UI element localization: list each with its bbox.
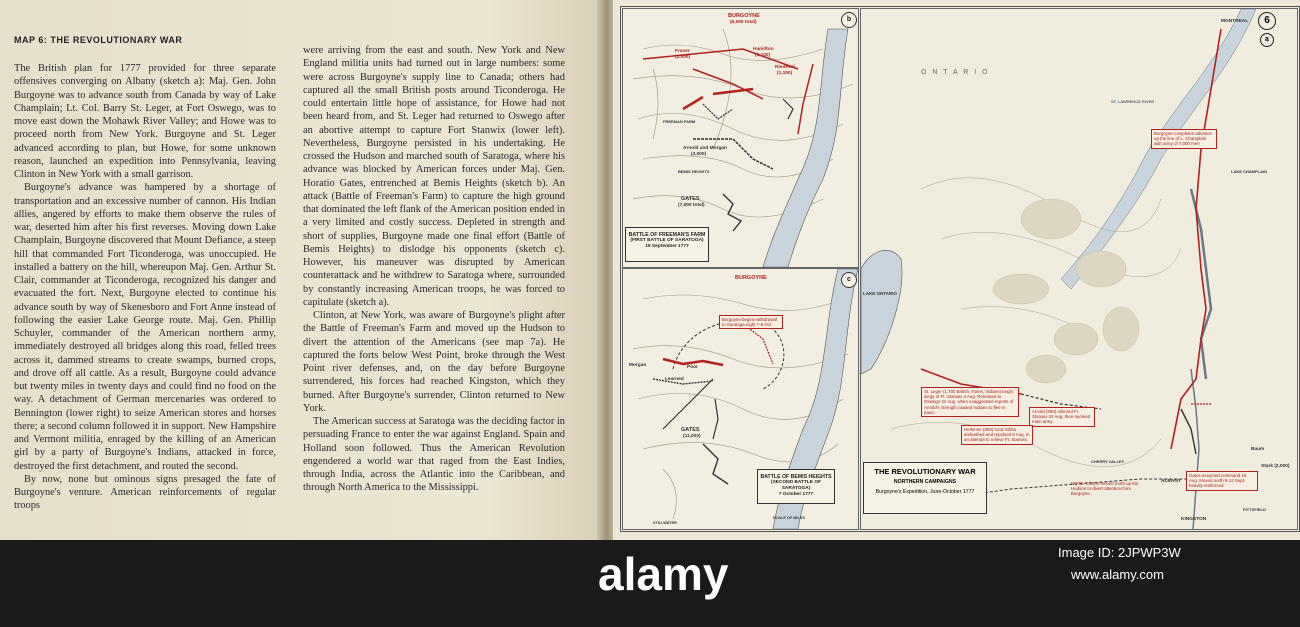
map-letter-badge: a bbox=[1260, 33, 1274, 47]
svg-text:www.alamy.com: www.alamy.com bbox=[1071, 567, 1164, 582]
caption-line: (SECOND BATTLE OF SARATOGA) bbox=[770, 480, 821, 491]
map-subtitle: NORTHERN CAMPAIGNS bbox=[893, 479, 957, 485]
sketch-c-badge: c bbox=[841, 272, 857, 288]
text-column-2 bbox=[303, 44, 565, 495]
label-strength: (1,100) bbox=[777, 71, 793, 76]
label-strength: (3,000) bbox=[691, 152, 707, 157]
label-hamilton: Hamilton bbox=[753, 47, 774, 52]
label-burgoyne: BURGOYNE bbox=[735, 275, 767, 281]
sketch-c-caption bbox=[757, 469, 835, 504]
alamy-logo-graphic bbox=[0, 540, 1300, 627]
label-kingston: KINGSTON bbox=[1181, 517, 1207, 522]
label-strength: (7,000 total) bbox=[678, 203, 705, 208]
paragraph: Burgoyne's advance was hampered by a shortage of transportation and an excessive number of cannon. His Indian allies, angered by efforts to make them observe the rules of war, deserted him after his first reverses. Moving down Lake Champlain, Burgoyne discovered that Mount Defiance, a steep hill that commanded Fort Ticonderoga, was unoccupied. He installed a battery on the hill, whereupon Maj. Gen. Arthur St. Clair, commander at Ticonderoga, recognized his danger and evacuated the fort. Next, Burgoyne elected to continue his advance south by way of Skenesboro and Fort Anne instead of following the easier Lake George route. Maj. Gen. Phillip Schuyler, commander of the American northern army, immediately destroyed all bridges along this road, felled trees across it, dammed streams to create swamps, burned crops, and drove off all cattle. As a result, Burgoyne could advance but twenty miles in twenty days and could find no food on the way. A detachment of German mercenaries was ordered to Bennington (lower right) to seize American stores and horses there; a second column followed it in support. New Hampshire and Vermont militia, enraged by the killing of an American girl by a party of Burgoyne's Indians, attacked in force, destroyed the first detachment, and routed the second. bbox=[14, 182, 276, 472]
label-st-lawrence: ST. LAWRENCE RIVER bbox=[1111, 99, 1155, 104]
label-fraser: Fraser bbox=[675, 49, 690, 54]
caption-line: 19 September 1777 bbox=[645, 244, 689, 249]
caption-line: 7 October 1777 bbox=[778, 492, 814, 497]
label-morgan: Morgan bbox=[629, 363, 647, 368]
paragraph: were arriving from the east and south. New York and New England militia units had turned out in large numbers: some were across Burgoyne's supply line to Canada; others had captured all the small British posts around Ticonderoga. He could entertain little hope of assistance, for Howe had not been heard from, and St. Leger had returned to Oswego after an abortive attempt to capture Fort Stanwix (lower left). Nevertheless, Burgoyne persisted in his undertaking. He crossed the Hudson and marched south of Saratoga, where his advance was blocked by American forces under Maj. Gen. Horatio Gates, entrenched at Bemis Heights (sketch b). An attack (Battle of Freeman's Farm) to capture the high ground that dominated the left flank of the American position ended in a very limited and costly success. Depleted in strength and short of supplies, Burgoyne made one final effort (Battle of Bemis Heights) to dislodge his opponents (sketch c). However, his maneuver was disrupted by American counterattack and he withdrew to Saratoga where, surrounded by constantly increasing American troops, he was forced to capitulate (sketch a). bbox=[303, 45, 565, 308]
label-baum: Baum bbox=[1251, 447, 1265, 452]
label-albany: ALBANY bbox=[1161, 479, 1181, 484]
paragraph: The American success at Saratoga was the deciding factor in persuading France to enter the war against England. Spain and Holland soon followed. Thus the American Revolution engendered a world war that raged from the East Indies, through India, across the Atlantic into the Caribbean, and through North America to the Mississippi. bbox=[303, 416, 565, 494]
label-lake-ontario: LAKE ONTARIO bbox=[863, 291, 897, 296]
caption-line: BATTLE OF BEMIS HEIGHTS bbox=[760, 474, 832, 480]
label-cherry-valley: CHERRY VALLEY bbox=[1091, 459, 1125, 464]
label-learned: Learned bbox=[665, 377, 684, 382]
sketch-b-panel bbox=[622, 8, 859, 268]
label-pittsfield: PITTSFIELD bbox=[1243, 507, 1266, 512]
label-strength: (6,000 total) bbox=[730, 20, 757, 25]
sketch-c-panel bbox=[622, 268, 859, 530]
svg-text:Image ID: 2JPWP3W: Image ID: 2JPWP3W bbox=[1058, 545, 1181, 560]
label-strength: (2,000) bbox=[675, 55, 691, 60]
text-column-1 bbox=[14, 62, 276, 513]
paragraph: Clinton, at New York, was aware of Burgoyne's plight after the Battle of Freeman's Farm and moved up the Hudson to divert the attention of the Americans (see map 7a). He captured the forts below West Point, broke through the West Point river defenses, and, on the day before Burgoyne surrendered, his forces had reached Kingston, which they burned. After Burgoyne's surrender, Clinton returned to New York. bbox=[303, 310, 565, 414]
paragraph: The British plan for 1777 provided for three separate offensives converging on Albany (sketch a): Maj. Gen. John Burgoyne was to advance south from Canada by way of Lake Champlain; Lt. Col. Barry St. Leger, at Fort Oswego, was to move east down the Mohawk River Valley; and Howe was to proceed north from New York. Burgoyne and St. Leger advanced according to plan, but Howe, for some unknown reason, launched an expedition into Pennsylvania, leaving Clinton in New York with a small garrison. bbox=[14, 63, 276, 180]
map-title: THE REVOLUTIONARY WAR bbox=[874, 467, 976, 476]
label-gates: GATES bbox=[681, 196, 700, 202]
caption-line: (FIRST BATTLE OF SARATOGA) bbox=[630, 238, 704, 243]
label-bemis-heights: BEMIS HEIGHTS bbox=[678, 169, 710, 174]
label-stark: Stark (2,000) bbox=[1261, 464, 1290, 469]
callout-herkimer: Herkimer (800) local militia ambushed and repulsed 6 Aug. in an attempt to relieve Ft. Stanwix. bbox=[961, 425, 1033, 445]
label-burgoyne: BURGOYNE bbox=[728, 13, 760, 19]
map-caption: Burgoyne's Expedition, June-October 1777 bbox=[875, 489, 975, 495]
label-stillwater: STILLWATER bbox=[653, 521, 677, 525]
map-title-box bbox=[863, 462, 987, 514]
svg-text:alamy: alamy bbox=[598, 548, 729, 600]
label-arnold-morgan: Arnold and Morgan bbox=[683, 146, 727, 151]
callout-gates: Gates assumed command 19 Aug. Moved north 8-12 Sept. heavily reinforced. bbox=[1186, 471, 1258, 491]
main-map-panel bbox=[860, 8, 1298, 530]
callout-burgoyne: Burgoyne completes advance up the line of L. Champlain with army of 7,000 men bbox=[1151, 129, 1217, 149]
label-lake-champlain: LAKE CHAMPLAIN bbox=[1231, 169, 1267, 174]
stock-photo-footer bbox=[0, 540, 1300, 627]
main-map-terrain bbox=[861, 9, 1297, 529]
label-strength: (1,100) bbox=[755, 53, 771, 58]
page-title: MAP 6: THE REVOLUTIONARY WAR bbox=[14, 35, 183, 45]
sketch-b-caption bbox=[625, 227, 709, 262]
label-gates: GATES bbox=[681, 427, 700, 433]
label-riedesel: Riedesel bbox=[775, 65, 795, 70]
note-clinton: NOTE: Clinton moved north up the Hudson to divert attention from Burgoyne. bbox=[1071, 481, 1139, 497]
callout-st-leger: St. Leger (1,700 British, Tories, Indians) begin siege of Ft. Stanwix 3 Aug. Retreated to Oswego 22 Aug. when exaggerated reports of Arnold's strength caused Indians to flee in panic. bbox=[921, 387, 1019, 417]
callout-withdrawal: Burgoyne begins withdrawal to Saratoga night 7-8 Oct bbox=[719, 315, 783, 329]
paragraph: By now, none but ominous signs presaged the fate of Burgoyne's venture. American reinforcements of regular troops bbox=[14, 473, 276, 512]
label-strength: (11,000) bbox=[683, 434, 701, 439]
callout-arnold: Arnold (950) relieved Ft. Stanwix 24 Aug. then rejoined main army. bbox=[1029, 407, 1095, 427]
label-freeman-farm: FREEMAN FARM bbox=[663, 119, 696, 124]
label-poor: Poor bbox=[687, 365, 698, 370]
label-ontario: O N T A R I O bbox=[921, 69, 990, 76]
caption-line: BATTLE OF FREEMAN'S FARM bbox=[628, 232, 706, 238]
map-number-badge: 6 bbox=[1258, 12, 1276, 30]
label-montreal: MONTREAL bbox=[1221, 19, 1249, 24]
sketch-b-badge: b bbox=[841, 12, 857, 28]
label-scale: SCALE OF MILES bbox=[773, 516, 805, 520]
